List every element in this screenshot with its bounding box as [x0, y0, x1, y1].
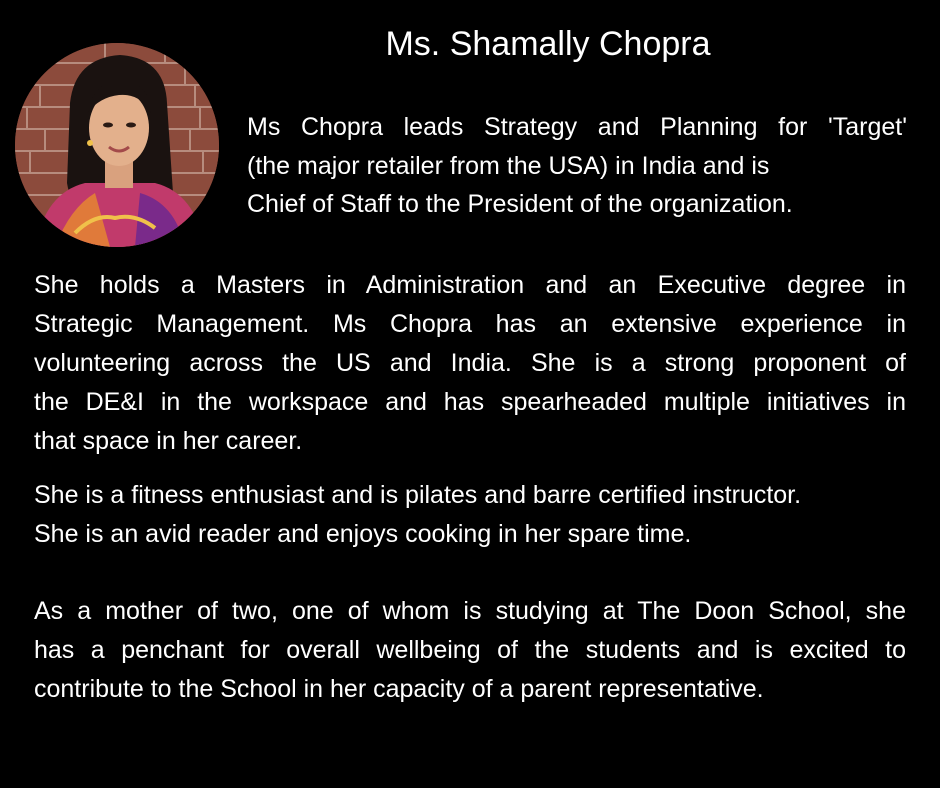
paragraph-line: that space in her career. — [34, 427, 303, 455]
paragraph-line: As a mother of two, one of whom is studying at The Doon School, she — [34, 597, 906, 625]
paragraph-line: Strategic Management. Ms Chopra has an extensive experience in — [34, 310, 906, 338]
paragraph-line: She holds a Masters in Administration and an Executive degree in — [34, 271, 906, 299]
interests-paragraph — [34, 476, 906, 554]
intro-text — [247, 108, 907, 224]
paragraph-line: She is an avid reader and enjoys cooking in her spare time. — [34, 520, 692, 548]
parent-paragraph — [34, 592, 906, 709]
portrait-illustration — [15, 43, 219, 247]
paragraph-line: contribute to the School in her capacity of a parent representative. — [34, 675, 764, 703]
paragraph-line: the DE&I in the workspace and has spearheaded multiple initiatives in — [34, 388, 906, 416]
intro-line: Ms Chopra leads Strategy and Planning for 'Target' — [247, 113, 907, 141]
intro-line: Chief of Staff to the President of the organization. — [247, 190, 793, 218]
paragraph-line: has a penchant for overall wellbeing of the students and is excited to — [34, 636, 906, 664]
profile-name-heading: Ms. Shamally Chopra — [385, 25, 711, 63]
intro-line: (the major retailer from the USA) in India and is — [247, 151, 770, 180]
profile-photo — [15, 43, 219, 247]
paragraph-line: volunteering across the US and India. She is a strong proponent of — [34, 349, 906, 377]
education-paragraph — [34, 266, 906, 461]
paragraph-line: She is a fitness enthusiast and is pilates and barre certified instructor. — [34, 481, 802, 509]
